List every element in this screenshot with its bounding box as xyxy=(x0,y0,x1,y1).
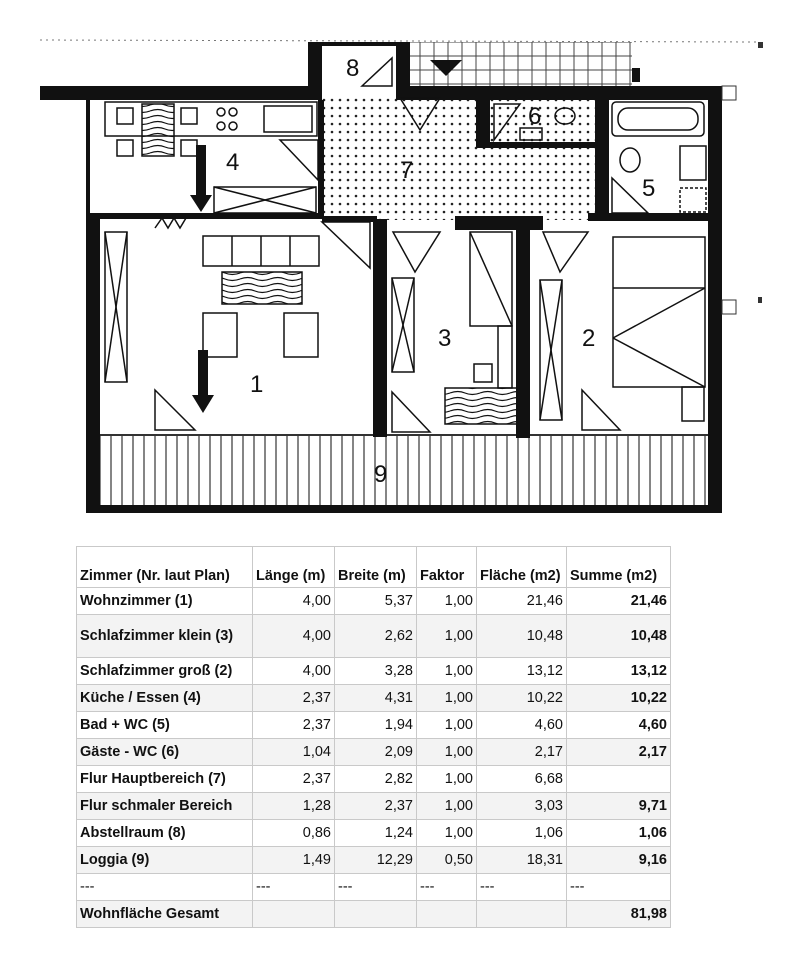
cell-length: 1,28 xyxy=(253,793,335,820)
empty-cell xyxy=(477,901,567,928)
cell-sum: 4,60 xyxy=(567,712,671,739)
kitchen-fixtures xyxy=(105,102,318,228)
room-label-1: 1 xyxy=(250,371,264,398)
header-room: Zimmer (Nr. laut Plan) xyxy=(77,547,253,588)
cell-factor: 1,00 xyxy=(417,793,477,820)
cell-width: 12,29 xyxy=(335,847,417,874)
cell-area: 10,22 xyxy=(477,685,567,712)
cell-sum: 10,22 xyxy=(567,685,671,712)
total-value: 81,98 xyxy=(567,901,671,928)
table-header-row xyxy=(77,547,671,588)
cell-room: Loggia (9) xyxy=(77,847,253,874)
kitchen-arrow xyxy=(190,145,212,212)
table-row xyxy=(77,820,671,847)
header-area: Fläche (m2) xyxy=(477,547,567,588)
table-row xyxy=(77,739,671,766)
room-label-2: 2 xyxy=(582,325,596,352)
cell-length: 4,00 xyxy=(253,658,335,685)
cell-factor: 1,00 xyxy=(417,820,477,847)
table-row xyxy=(77,588,671,615)
cell-sum xyxy=(567,766,671,793)
cell-width: 2,82 xyxy=(335,766,417,793)
empty-cell xyxy=(417,901,477,928)
cell-room: Gäste - WC (6) xyxy=(77,739,253,766)
cell-room: Flur Hauptbereich (7) xyxy=(77,766,253,793)
cell-factor: 1,00 xyxy=(417,712,477,739)
cell-width: --- xyxy=(335,874,417,901)
cell-width: 1,24 xyxy=(335,820,417,847)
table-row xyxy=(77,793,671,820)
living-arrow xyxy=(192,350,214,413)
cell-sum: 13,12 xyxy=(567,658,671,685)
cell-length: 4,00 xyxy=(253,615,335,658)
cell-length: 1,04 xyxy=(253,739,335,766)
cell-room: --- xyxy=(77,874,253,901)
cell-length: 0,86 xyxy=(253,820,335,847)
total-label: Wohnfläche Gesamt xyxy=(77,901,253,928)
cell-width: 1,94 xyxy=(335,712,417,739)
table-row xyxy=(77,712,671,739)
room-label-3: 3 xyxy=(438,325,452,352)
cell-room: Küche / Essen (4) xyxy=(77,685,253,712)
header-width: Breite (m) xyxy=(335,547,417,588)
cell-width: 5,37 xyxy=(335,588,417,615)
cell-area: 1,06 xyxy=(477,820,567,847)
cell-sum: 9,16 xyxy=(567,847,671,874)
cell-sum: 10,48 xyxy=(567,615,671,658)
cell-width: 2,62 xyxy=(335,615,417,658)
cell-factor: 0,50 xyxy=(417,847,477,874)
table-row xyxy=(77,847,671,874)
cell-area: 6,68 xyxy=(477,766,567,793)
cell-length: 2,37 xyxy=(253,685,335,712)
loggia-floor xyxy=(100,435,712,510)
cell-sum: 2,17 xyxy=(567,739,671,766)
cell-length: 4,00 xyxy=(253,588,335,615)
cell-factor: 1,00 xyxy=(417,588,477,615)
cell-area: 21,46 xyxy=(477,588,567,615)
cell-room: Wohnzimmer (1) xyxy=(77,588,253,615)
cell-width: 4,31 xyxy=(335,685,417,712)
table-total-row xyxy=(77,901,671,928)
cell-width: 2,37 xyxy=(335,793,417,820)
property-line xyxy=(40,40,760,42)
cell-width: 3,28 xyxy=(335,658,417,685)
room-label-8: 8 xyxy=(346,55,360,82)
room-label-6: 6 xyxy=(528,103,542,130)
header-factor: Faktor xyxy=(417,547,477,588)
empty-cell xyxy=(335,901,417,928)
cell-sum: --- xyxy=(567,874,671,901)
cell-length: 2,37 xyxy=(253,712,335,739)
cell-length: --- xyxy=(253,874,335,901)
empty-cell xyxy=(253,901,335,928)
header-length: Länge (m) xyxy=(253,547,335,588)
area-table xyxy=(76,546,671,928)
cell-room: Bad + WC (5) xyxy=(77,712,253,739)
living-fixtures xyxy=(105,222,370,430)
cell-area: 3,03 xyxy=(477,793,567,820)
cell-sum: 9,71 xyxy=(567,793,671,820)
cell-factor: 1,00 xyxy=(417,766,477,793)
cell-area: 13,12 xyxy=(477,658,567,685)
cell-factor: --- xyxy=(417,874,477,901)
cell-factor: 1,00 xyxy=(417,658,477,685)
cell-area: 10,48 xyxy=(477,615,567,658)
table-row xyxy=(77,658,671,685)
table-row xyxy=(77,766,671,793)
cell-sum: 21,46 xyxy=(567,588,671,615)
cell-length: 1,49 xyxy=(253,847,335,874)
table-row xyxy=(77,615,671,658)
room-label-9: 9 xyxy=(374,461,388,488)
table-row xyxy=(77,874,671,901)
corridor-floor xyxy=(322,95,610,220)
bedroom-large-fixtures xyxy=(540,232,705,430)
cell-area: 18,31 xyxy=(477,847,567,874)
room-label-7: 7 xyxy=(400,157,414,184)
header-sum: Summe (m2) xyxy=(567,547,671,588)
cell-factor: 1,00 xyxy=(417,615,477,658)
cell-sum: 1,06 xyxy=(567,820,671,847)
table-row xyxy=(77,685,671,712)
room-label-5: 5 xyxy=(642,175,656,202)
cell-area: 2,17 xyxy=(477,739,567,766)
cell-room: Schlafzimmer groß (2) xyxy=(77,658,253,685)
room-label-4: 4 xyxy=(226,149,240,176)
cell-width: 2,09 xyxy=(335,739,417,766)
cell-area: 4,60 xyxy=(477,712,567,739)
bedroom-small-fixtures xyxy=(392,232,517,432)
cell-length: 2,37 xyxy=(253,766,335,793)
cell-area: --- xyxy=(477,874,567,901)
cell-room: Abstellraum (8) xyxy=(77,820,253,847)
cell-room: Schlafzimmer klein (3) xyxy=(77,615,253,658)
cell-factor: 1,00 xyxy=(417,739,477,766)
cell-room: Flur schmaler Bereich xyxy=(77,793,253,820)
cell-factor: 1,00 xyxy=(417,685,477,712)
